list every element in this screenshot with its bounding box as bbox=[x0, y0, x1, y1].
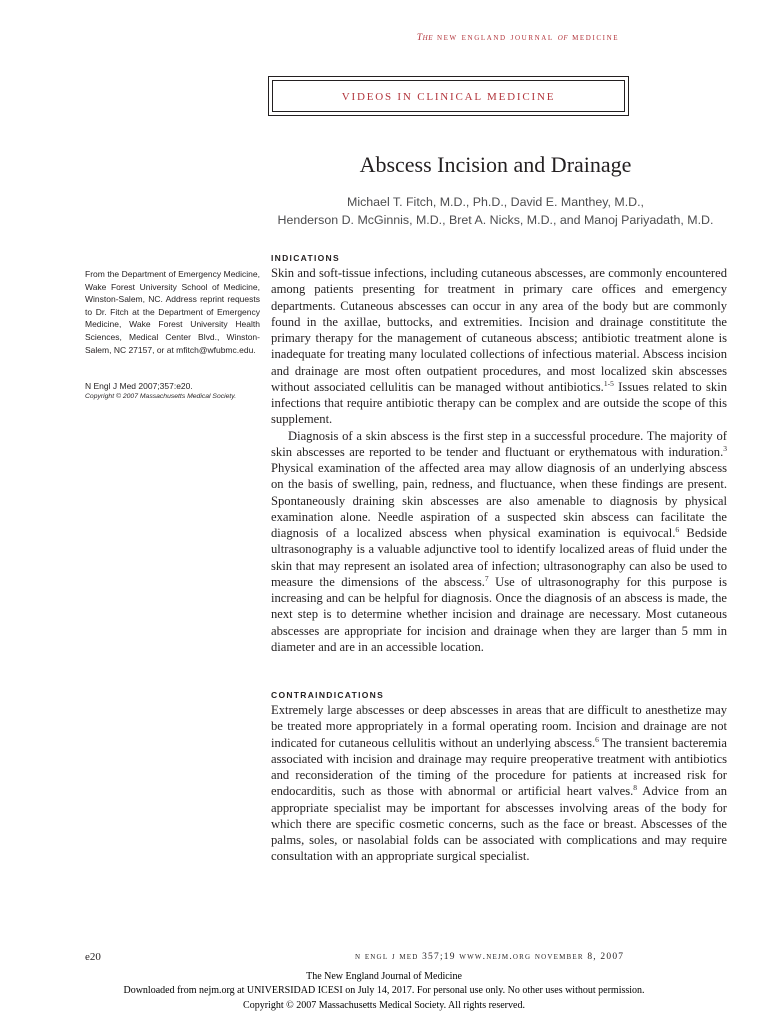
reference-marker: 1-5 bbox=[603, 378, 614, 388]
contraindications-section bbox=[271, 690, 727, 865]
indications-paragraph-1: Skin and soft-tissue infections, including cutaneous abscesses, are commonly encountered among patients presenting for treatment in primary care offices and emergency departments. Cutaneous abscesses can occur in any area of the body but are commonly found in the axillae, buttocks, and extremities. Incision and drainage constititute the primary therapy for the management of cutaneous abscess; antibiotic treatment alone is inadequate for treating many loculated collections of infectious material. Abscess incision and drainage are most often outpatient procedures, and most localized skin abscesses without associated cellulitis can be managed without antibiotics.$^{1-5}$ Issues related to skin infections that require antibiotic therapy can be complex and are outside the scope of this supplement. bbox=[271, 266, 727, 427]
footer-citation: n engl j med 357;19 www.nejm.org november 8, 2007 bbox=[355, 952, 625, 962]
indications-paragraph-2: Diagnosis of a skin abscess is the first step in a successful procedure. The majority of skin abscesses are reported to be tender and fluctuant or erythematous with induration.$^3$ Physical examination of the affected area may allow diagnosis of an underlying abscess on the basis of swelling, pain, redness, and fluctuance, when these findings are present. Spontaneously draining skin abscesses are also amenable to diagnosis by physical examination alone. Needle aspiration of a suspected skin abscess can facilitate the diagnosis of a localized abscess when physical examination is equivocal.$^6$ Bedside ultrasonography is a valuable adjunctive tool to identify localized areas of fluid under the skin that may represent an isolated area of infection; ultrasonography can also be used to measure the dimensions of the abscess.$^7$ Use of ultrasonography for this purpose is increasing and can be helpful for diagnosis. Once the diagnosis of an abscess is made, the next step is to determine whether incision and drainage are necessary. Most cutaneous abscesses are appropriate for incision and drainage when they are larger than 5 mm in diameter and are in an accessible location. bbox=[271, 428, 727, 654]
author-list bbox=[268, 193, 723, 229]
section-label: VIDEOS IN CLINICAL MEDICINE bbox=[341, 91, 556, 103]
download-notice-line-3: Copyright © 2007 Massachusetts Medical Society. All rights reserved. bbox=[243, 999, 525, 1011]
journal-header bbox=[268, 33, 768, 43]
authors-line-1: Michael T. Fitch, M.D., Ph.D., David E. Manthey, M.D., bbox=[347, 195, 644, 209]
reference-marker: 6 bbox=[595, 734, 599, 744]
journal-of: of bbox=[557, 33, 569, 43]
download-notice-line-2: Downloaded from nejm.org at UNIVERSIDAD ICESI on July 14, 2017. For personal use only. No other uses without permission. bbox=[123, 985, 645, 997]
journal-prefix: The bbox=[416, 33, 433, 43]
indications-section bbox=[271, 253, 727, 655]
affiliation-note: From the Department of Emergency Medicine, Wake Forest University School of Medicine, Winston-Salem, NC. Address reprint requests to Dr. Fitch at the Department of Emergency Medicine, Wake Forest University Health Sciences, Medical Center Blvd., Winston-Salem, NC 27157, or at mfitch@wfubmc.edu. bbox=[85, 269, 260, 355]
page-number: e20 bbox=[85, 951, 101, 963]
contraindications-heading: CONTRAINDICATIONS bbox=[271, 690, 385, 700]
contraindications-paragraph-1: Extremely large abscesses or deep abscesses in areas that are difficult to anesthetize may be treated more appropriately in a formal operating room. Incision and drainage are not indicated for cutaneous cellulitis without an underlying abscess.$^6$ The transient bacteremia associated with incision and drainage may require preoperative treatment with antibiotics and reconsideration of the timing of the procedure for patients at increased risk for endocarditis, such as those with abnormal or artificial heart valves.$^8$ Advice from an appropriate specialist may be important for abscesses involving areas of the body for which there are specific cosmetic concerns, such as the face or breast. Abscesses of the palms, soles, or nasolabial folds can be associated with complications and may require consultation with an appropriate surgical specialist. bbox=[271, 703, 727, 864]
article-title: Abscess Incision and Drainage bbox=[359, 152, 632, 177]
download-notice-line-1: The New England Journal of Medicine bbox=[306, 971, 462, 982]
download-notice bbox=[0, 970, 768, 1013]
citation-note: N Engl J Med 2007;357:e20. bbox=[85, 381, 193, 391]
reference-marker: 6 bbox=[675, 524, 680, 534]
copyright-note: Copyright © 2007 Massachusetts Medical Society. bbox=[85, 393, 237, 400]
journal-suffix: medicine bbox=[572, 33, 620, 43]
indications-heading: INDICATIONS bbox=[271, 253, 340, 263]
reference-marker: 8 bbox=[633, 783, 638, 793]
authors-line-2: Henderson D. McGinnis, M.D., Bret A. Nicks, M.D., and Manoj Pariyadath, M.D. bbox=[277, 213, 714, 227]
reference-marker: 7 bbox=[484, 573, 489, 583]
journal-name: new england journal bbox=[436, 33, 554, 43]
reference-marker: 3 bbox=[723, 443, 727, 453]
section-box bbox=[268, 76, 629, 116]
